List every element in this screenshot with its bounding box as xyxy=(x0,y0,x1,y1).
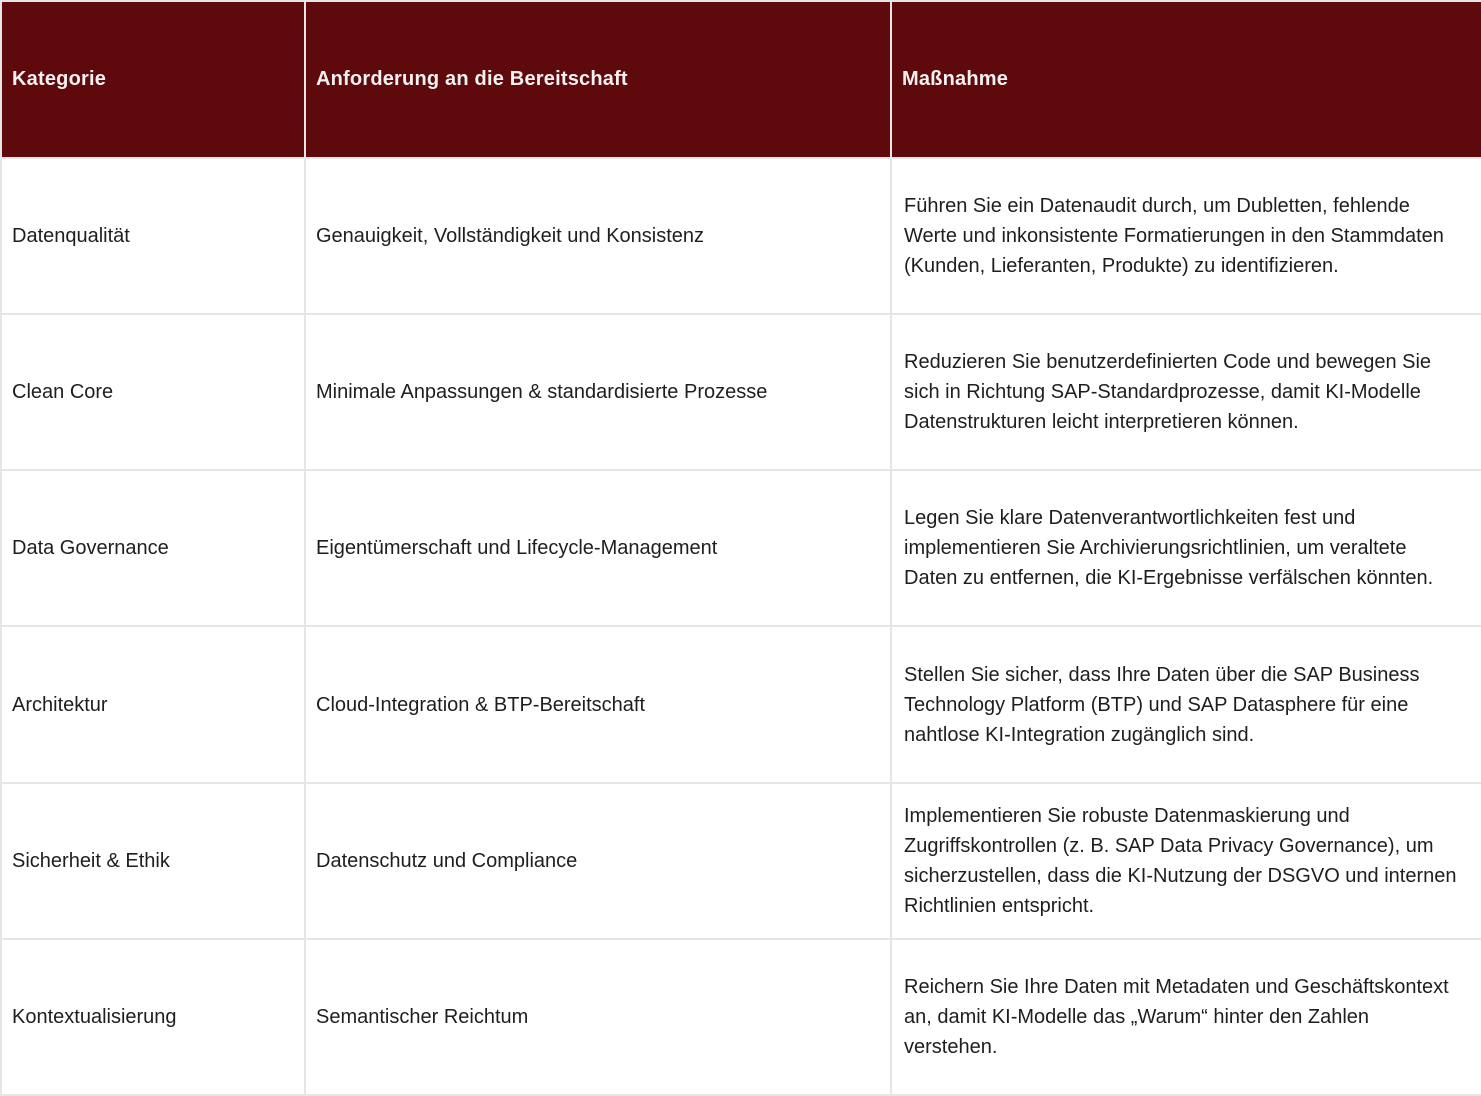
table-header-row xyxy=(1,1,1481,158)
cell-anforderung: Semantischer Reichtum xyxy=(305,939,891,1095)
table-row xyxy=(1,470,1481,626)
header-kategorie: Kategorie xyxy=(1,1,305,158)
cell-massnahme: Implementieren Sie robuste Datenmaskierung und Zugriffskontrollen (z. B. SAP Data Privacy Governance), um sicherzustellen, dass die KI-Nutzung der DSGVO und internen Richtlinien entspricht. xyxy=(891,783,1481,939)
cell-kategorie: Sicherheit & Ethik xyxy=(1,783,305,939)
table-row xyxy=(1,314,1481,470)
cell-anforderung: Cloud-Integration & BTP-Bereitschaft xyxy=(305,626,891,782)
cell-anforderung: Genauigkeit, Vollständigkeit und Konsistenz xyxy=(305,158,891,314)
cell-anforderung: Eigentümerschaft und Lifecycle-Management xyxy=(305,470,891,626)
cell-anforderung: Minimale Anpassungen & standardisierte Prozesse xyxy=(305,314,891,470)
cell-massnahme: Stellen Sie sicher, dass Ihre Daten über die SAP Business Technology Platform (BTP) und SAP Datasphere für eine nahtlose KI-Integration zugänglich sind. xyxy=(891,626,1481,782)
cell-massnahme: Legen Sie klare Datenverantwortlichkeiten fest und implementieren Sie Archivierungsrichtlinien, um veraltete Daten zu entfernen, die KI-Ergebnisse verfälschen könnten. xyxy=(891,470,1481,626)
cell-massnahme: Führen Sie ein Datenaudit durch, um Dubletten, fehlende Werte und inkonsistente Formatierungen in den Stammdaten (Kunden, Lieferanten, Produkte) zu identifizieren. xyxy=(891,158,1481,314)
table-row xyxy=(1,939,1481,1095)
cell-kategorie: Architektur xyxy=(1,626,305,782)
cell-kategorie: Clean Core xyxy=(1,314,305,470)
header-anforderung: Anforderung an die Bereitschaft xyxy=(305,1,891,158)
cell-anforderung: Datenschutz und Compliance xyxy=(305,783,891,939)
cell-kategorie: Data Governance xyxy=(1,470,305,626)
table-row xyxy=(1,783,1481,939)
cell-kategorie: Datenqualität xyxy=(1,158,305,314)
table-row xyxy=(1,626,1481,782)
table-row xyxy=(1,158,1481,314)
cell-kategorie: Kontextualisierung xyxy=(1,939,305,1095)
cell-massnahme: Reduzieren Sie benutzerdefinierten Code und bewegen Sie sich in Richtung SAP-Standardprozesse, damit KI-Modelle Datenstrukturen leicht interpretieren können. xyxy=(891,314,1481,470)
cell-massnahme: Reichern Sie Ihre Daten mit Metadaten und Geschäftskontext an, damit KI-Modelle das „Warum“ hinter den Zahlen verstehen. xyxy=(891,939,1481,1095)
header-massnahme: Maßnahme xyxy=(891,1,1481,158)
